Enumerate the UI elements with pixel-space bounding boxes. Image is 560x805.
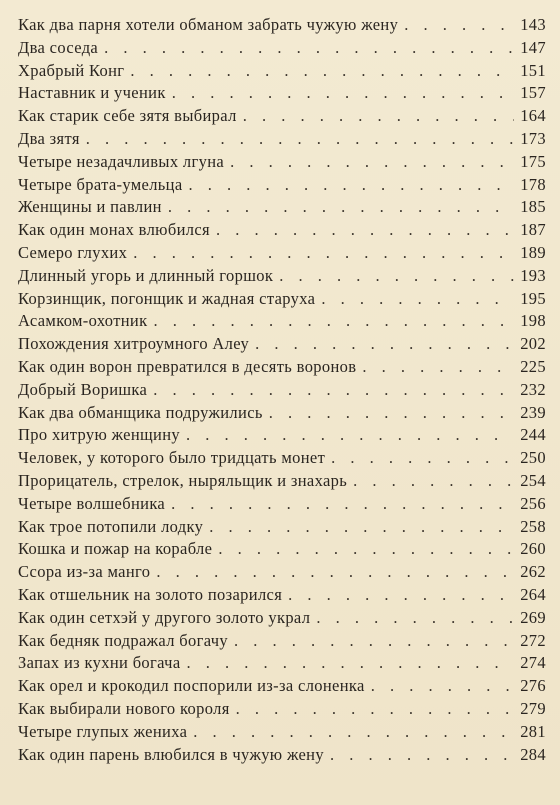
dot-leader (216, 219, 514, 242)
toc-entry-page-number: 147 (520, 37, 546, 57)
dot-leader (288, 584, 514, 607)
toc-entry (18, 493, 546, 516)
toc-entry-title: Как трое потопили лодку (18, 516, 204, 536)
toc-entry-page-number: 274 (520, 653, 546, 673)
toc-entry-page-number: 195 (520, 288, 546, 308)
toc-entry-page-number: 276 (520, 676, 546, 696)
dot-leader (156, 561, 514, 584)
toc-entry-title: Как один монах влюбился (18, 220, 210, 240)
toc-entry-page-number: 157 (520, 83, 546, 103)
toc-entry (18, 675, 546, 698)
toc-entry-title: Четыре волшебника (18, 493, 166, 513)
toc-entry (18, 424, 546, 447)
dot-leader (330, 744, 514, 767)
dot-leader (353, 470, 514, 493)
toc-entry (18, 242, 546, 265)
toc-entry-page-number: 173 (520, 128, 546, 148)
toc-entry-page-number: 143 (520, 15, 546, 34)
dot-leader (104, 37, 514, 60)
toc-entry-title: Четыре незадачливых лгуна (18, 151, 225, 171)
toc-entry-title: Запах из кухни богача (18, 653, 181, 673)
toc-entry-title: Как один ворон превратился в десять воронов (18, 356, 357, 376)
dot-leader (187, 652, 515, 675)
toc-entry-page-number: 279 (520, 698, 546, 718)
dot-leader (218, 538, 514, 561)
toc-entry-title: Как выбирали нового короля (18, 698, 230, 718)
dot-leader (279, 265, 514, 288)
toc-entry-page-number: 189 (520, 242, 546, 262)
toc-entry-title: Корзинщик, погонщик и жадная старуха (18, 288, 316, 308)
toc-entry-title: Человек, у которого было тридцать монет (18, 448, 326, 468)
toc-entry (18, 630, 546, 653)
toc-entry-page-number: 254 (520, 470, 546, 490)
toc-entry-page-number: 239 (520, 402, 546, 422)
toc-entry (18, 379, 546, 402)
toc-entry-page-number: 225 (520, 356, 546, 376)
toc-entry (18, 82, 546, 105)
toc-entry-title: Женщины и павлин (18, 197, 162, 217)
toc-entry (18, 128, 546, 151)
toc-entry-page-number: 187 (520, 220, 546, 240)
toc-entry-title: Как два парня хотели обманом забрать чужую жену (18, 15, 399, 34)
toc-entry (18, 538, 546, 561)
toc-entry-page-number: 284 (520, 744, 546, 764)
toc-entry (18, 60, 546, 83)
dot-leader (168, 196, 514, 219)
toc-entry-page-number: 272 (520, 630, 546, 650)
toc-entry-title: Наставник и ученик (18, 83, 166, 103)
toc-entry-page-number: 202 (520, 334, 546, 354)
toc-entry-page-number: 250 (520, 448, 546, 468)
dot-leader (133, 242, 514, 265)
toc-entry-page-number: 244 (520, 425, 546, 445)
toc-entry-title: Ссора из-за манго (18, 562, 151, 582)
toc-entry-page-number: 198 (520, 311, 546, 331)
dot-leader (243, 105, 514, 128)
dot-leader (209, 516, 514, 539)
dot-leader (153, 310, 514, 333)
toc-entry-page-number: 281 (520, 721, 546, 741)
toc-entry-title: Два соседа (18, 37, 99, 57)
dot-leader (153, 379, 514, 402)
toc-entry-title: Четыре глупых жениха (18, 721, 188, 741)
dot-leader (404, 14, 514, 37)
dot-leader (331, 447, 514, 470)
dot-leader (171, 493, 514, 516)
toc-entry (18, 219, 546, 242)
toc-entry (18, 721, 546, 744)
toc-entry-title: Четыре брата-умельца (18, 174, 183, 194)
dot-leader (230, 151, 514, 174)
dot-leader (86, 128, 514, 151)
dot-leader (236, 698, 514, 721)
toc-entry (18, 402, 546, 425)
toc-entry (18, 14, 546, 37)
toc-entry-page-number: 260 (520, 539, 546, 559)
toc-entry (18, 561, 546, 584)
toc-entry-title: Как орел и крокодил поспорили из-за слоненка (18, 676, 365, 696)
toc-entry-page-number: 193 (520, 265, 546, 285)
toc-entry (18, 333, 546, 356)
toc-entry-title: Прорицатель, стрелок, ныряльщик и знахарь (18, 470, 348, 490)
toc-entry (18, 744, 546, 767)
toc-entry (18, 607, 546, 630)
toc-entry (18, 356, 546, 379)
toc-entry-title: Как один сетхэй у другого золото украл (18, 607, 311, 627)
dot-leader (130, 60, 514, 83)
dot-leader (193, 721, 514, 744)
toc-entry-page-number: 262 (520, 562, 546, 582)
toc-entry-page-number: 258 (520, 516, 546, 536)
toc-entry (18, 288, 546, 311)
dot-leader (172, 82, 514, 105)
dot-leader (189, 174, 514, 197)
toc-entry-title: Как бедняк подражал богачу (18, 630, 229, 650)
toc-entry (18, 310, 546, 333)
toc-entry-title: Добрый Воришка (18, 379, 148, 399)
toc-entry (18, 652, 546, 675)
toc-entry-title: Про хитрую женщину (18, 425, 181, 445)
toc-entry-title: Похождения хитроумного Алеу (18, 334, 250, 354)
table-of-contents (18, 14, 546, 766)
toc-entry-title: Храбрый Конг (18, 60, 125, 80)
toc-entry-title: Как один парень влюбился в чужую жену (18, 744, 324, 764)
toc-entry-title: Кошка и пожар на корабле (18, 539, 213, 559)
toc-entry-title: Семеро глухих (18, 242, 128, 262)
toc-entry (18, 105, 546, 128)
toc-entry-page-number: 178 (520, 174, 546, 194)
toc-entry-title: Как два обманщика подружились (18, 402, 263, 422)
toc-entry-page-number: 269 (520, 607, 546, 627)
dot-leader (321, 288, 514, 311)
toc-entry (18, 516, 546, 539)
toc-entry (18, 470, 546, 493)
toc-entry (18, 37, 546, 60)
toc-entry-title: Два зятя (18, 128, 80, 148)
toc-entry (18, 584, 546, 607)
toc-entry-page-number: 232 (520, 379, 546, 399)
toc-entry-page-number: 164 (520, 106, 546, 126)
dot-leader (255, 333, 514, 356)
dot-leader (371, 675, 514, 698)
toc-entry-title: Как отшельник на золото позарился (18, 584, 283, 604)
toc-entry (18, 151, 546, 174)
toc-entry (18, 265, 546, 288)
dot-leader (362, 356, 514, 379)
dot-leader (269, 402, 514, 425)
toc-entry (18, 698, 546, 721)
toc-entry-page-number: 151 (520, 60, 546, 80)
toc-entry-title: Асамком-охотник (18, 311, 148, 331)
dot-leader (186, 424, 514, 447)
toc-entry-title: Длинный угорь и длинный горшок (18, 265, 274, 285)
toc-entry-title: Как старик себе зятя выбирал (18, 106, 237, 126)
dot-leader (316, 607, 514, 630)
toc-entry (18, 174, 546, 197)
toc-entry-page-number: 185 (520, 197, 546, 217)
toc-entry-page-number: 175 (520, 151, 546, 171)
toc-entry (18, 447, 546, 470)
toc-entry (18, 196, 546, 219)
toc-entry-page-number: 256 (520, 493, 546, 513)
toc-entry-page-number: 264 (520, 584, 546, 604)
dot-leader (234, 630, 514, 653)
